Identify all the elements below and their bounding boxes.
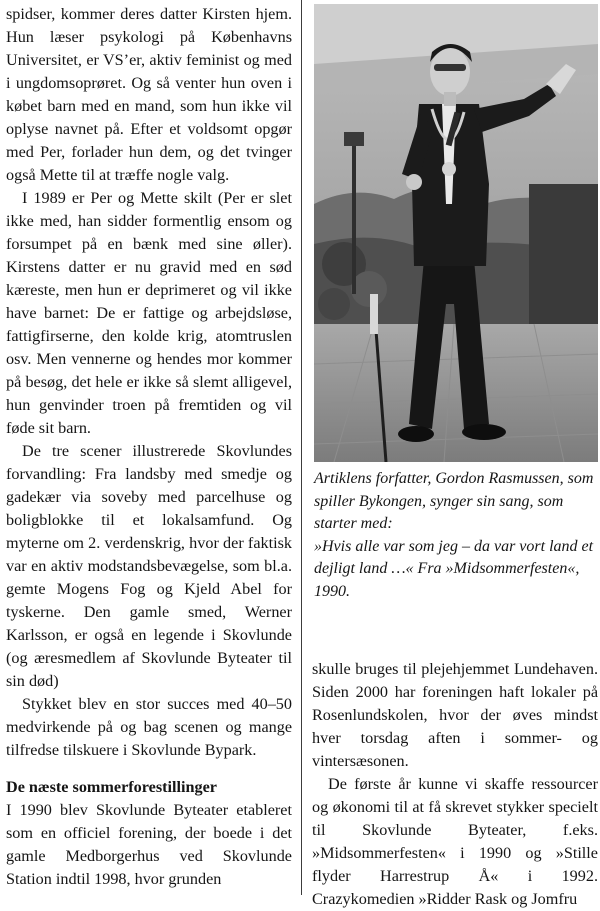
column-divider <box>301 0 302 895</box>
paragraph: spidser, kommer deres datter Kirsten hjem. Hun læser psykologi på Københavns Universitet, er VS’er, aktiv feminist og med i ungdomsoprøret. Og så venter hun oven i købet barn med en mand, som hun ikke vil oplyse navnet på. Efter et voldsomt opgør med Per, forlader hun dem, og det tvinger også Mette til at træffe nogle valg. <box>6 5 292 184</box>
photo <box>314 4 598 462</box>
paragraph: Stykket blev en stor succes med 40–50 medvirkende på og bag scenen og mange tilfredse tilskuere i Skovlunde Bypark. <box>6 695 292 759</box>
photo-caption <box>314 468 600 603</box>
paragraph: I 1990 blev Skovlunde Byteater etableret som en officiel forening, der boede i det gamle Medborgerhus ved Skovlunde Station indtil 1998, hvor grunden <box>6 801 292 888</box>
photo-illustration <box>314 4 598 462</box>
caption-quote: »Hvis alle var som jeg – da var vort land et dejligt land …« Fra »Midsommerfesten«, 1990. <box>314 537 594 600</box>
paragraph: De tre scener illustrerede Skovlundes forvandling: Fra landsby med smedje og gadekær via soveby med parcelhuse og boligblokke til et lokalsamfund. Og myterne om 2. verdenskrig, hvor der faktisk var en aktiv modstandsbevægelse, som bl.a. gemte Mogens Fog og Kjeld Abel for tyskerne. Den gamle smed, Werner Karlsson, er også en legende i Skovlunde (og æresmedlem af Skovlunde Byteater til sin død) <box>6 442 292 690</box>
paragraph: skulle bruges til plejehjemmet Lundehaven. Siden 2000 har foreningen haft lokaler på Rosenlundskolen, hvor der øves mindst hver torsdag aften i sommer- og vintersæsonen. <box>312 660 598 770</box>
paragraph: De første år kunne vi skaffe ressourcer og økonomi til at få skrevet stykker specielt til Skovlunde Byteater, f.eks. »Midsommerfesten« i 1990 og »Stille flyder Harrestrup Å« i 1992. Crazykomedien »Ridder Rask og Jomfru <box>312 775 598 908</box>
caption-text: Artiklens forfatter, Gordon Rasmussen, som spiller Bykongen, synger sin sang, som starter med: <box>314 470 594 532</box>
paragraph: I 1989 er Per og Mette skilt (Per er slet ikke med, han sidder formentlig ensom og forsumpet på en bænk med sine øller). Kirstens datter er nu gravid med en sød kæreste, men hun er deprimeret og vil ikke have barnet: De er fattige og arbejdsløse, fattigfirserne, den kolde krig, atomtruslen osv. Men vennerne og hendes mor kommer på besøg, det hele er ikke så slemt alligevel, hun genvinder troen på fremtiden og vil føde sit barn. <box>6 189 292 437</box>
right-text-column <box>312 658 598 911</box>
left-text-column <box>6 3 292 891</box>
section-heading: De næste sommerforestillinger <box>6 778 217 796</box>
